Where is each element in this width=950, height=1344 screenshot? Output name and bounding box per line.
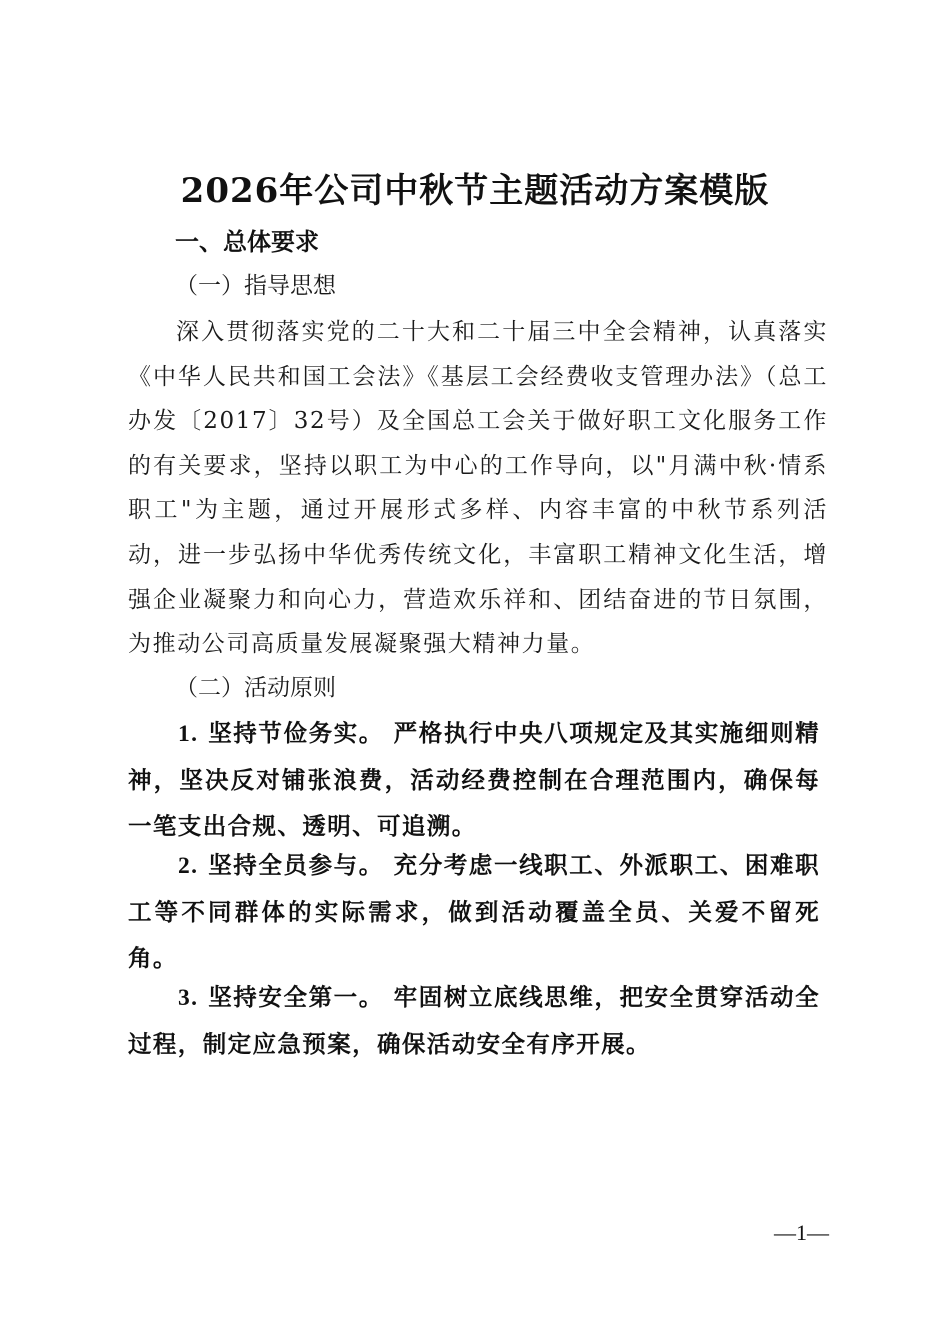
principle-item	[128, 974, 820, 1067]
document-title: 2026年公司中秋节主题活动方案模版	[180, 171, 770, 211]
principle-text: 严格执行中央八项规定及其实施细则精神，坚决反对铺张浪费，活动经费控制在合理范围内，确保每一笔支出合规、透明、可追溯。	[128, 719, 820, 840]
subsection-heading-activity-principles: （二）活动原则	[175, 675, 336, 701]
page-number: —1—	[774, 1220, 829, 1245]
principle-number: 1.	[178, 721, 199, 747]
principle-item	[128, 842, 820, 981]
principle-label: 坚持安全第一。	[208, 983, 384, 1011]
principle-label: 坚持全员参与。	[208, 851, 384, 879]
principle-text: 充分考虑一线职工、外派职工、困难职工等不同群体的实际需求，做到活动覆盖全员、关爱不留死角。	[128, 851, 820, 972]
principle-item	[128, 710, 820, 849]
section-heading-general-requirements: 一、总体要求	[175, 228, 319, 256]
subsection-heading-guiding-ideology: （一）指导思想	[175, 273, 336, 299]
principle-number: 2.	[178, 853, 199, 879]
principle-label: 坚持节俭务实。	[208, 719, 384, 747]
principle-number: 3.	[178, 985, 199, 1011]
guiding-ideology-paragraph: 深入贯彻落实党的二十大和二十届三中全会精神，认真落实《中华人民共和国工会法》《基层工会经费收支管理办法》（总工办发〔2017〕32号）及全国总工会关于做好职工文化服务工作的有关要求，坚持以职工为中心的工作导向，以"月满中秋·情系职工"为主题，通过开展形式多样、内容丰富的中秋节系列活动，进一步弘扬中华优秀传统文化，丰富职工精神文化生活，增强企业凝聚力和向心力，营造欢乐祥和、团结奋进的节日氛围，为推动公司高质量发展凝聚强大精神力量。	[128, 319, 828, 658]
principle-text: 牢固树立底线思维，把安全贯穿活动全过程，制定应急预案，确保活动安全有序开展。	[128, 983, 820, 1058]
